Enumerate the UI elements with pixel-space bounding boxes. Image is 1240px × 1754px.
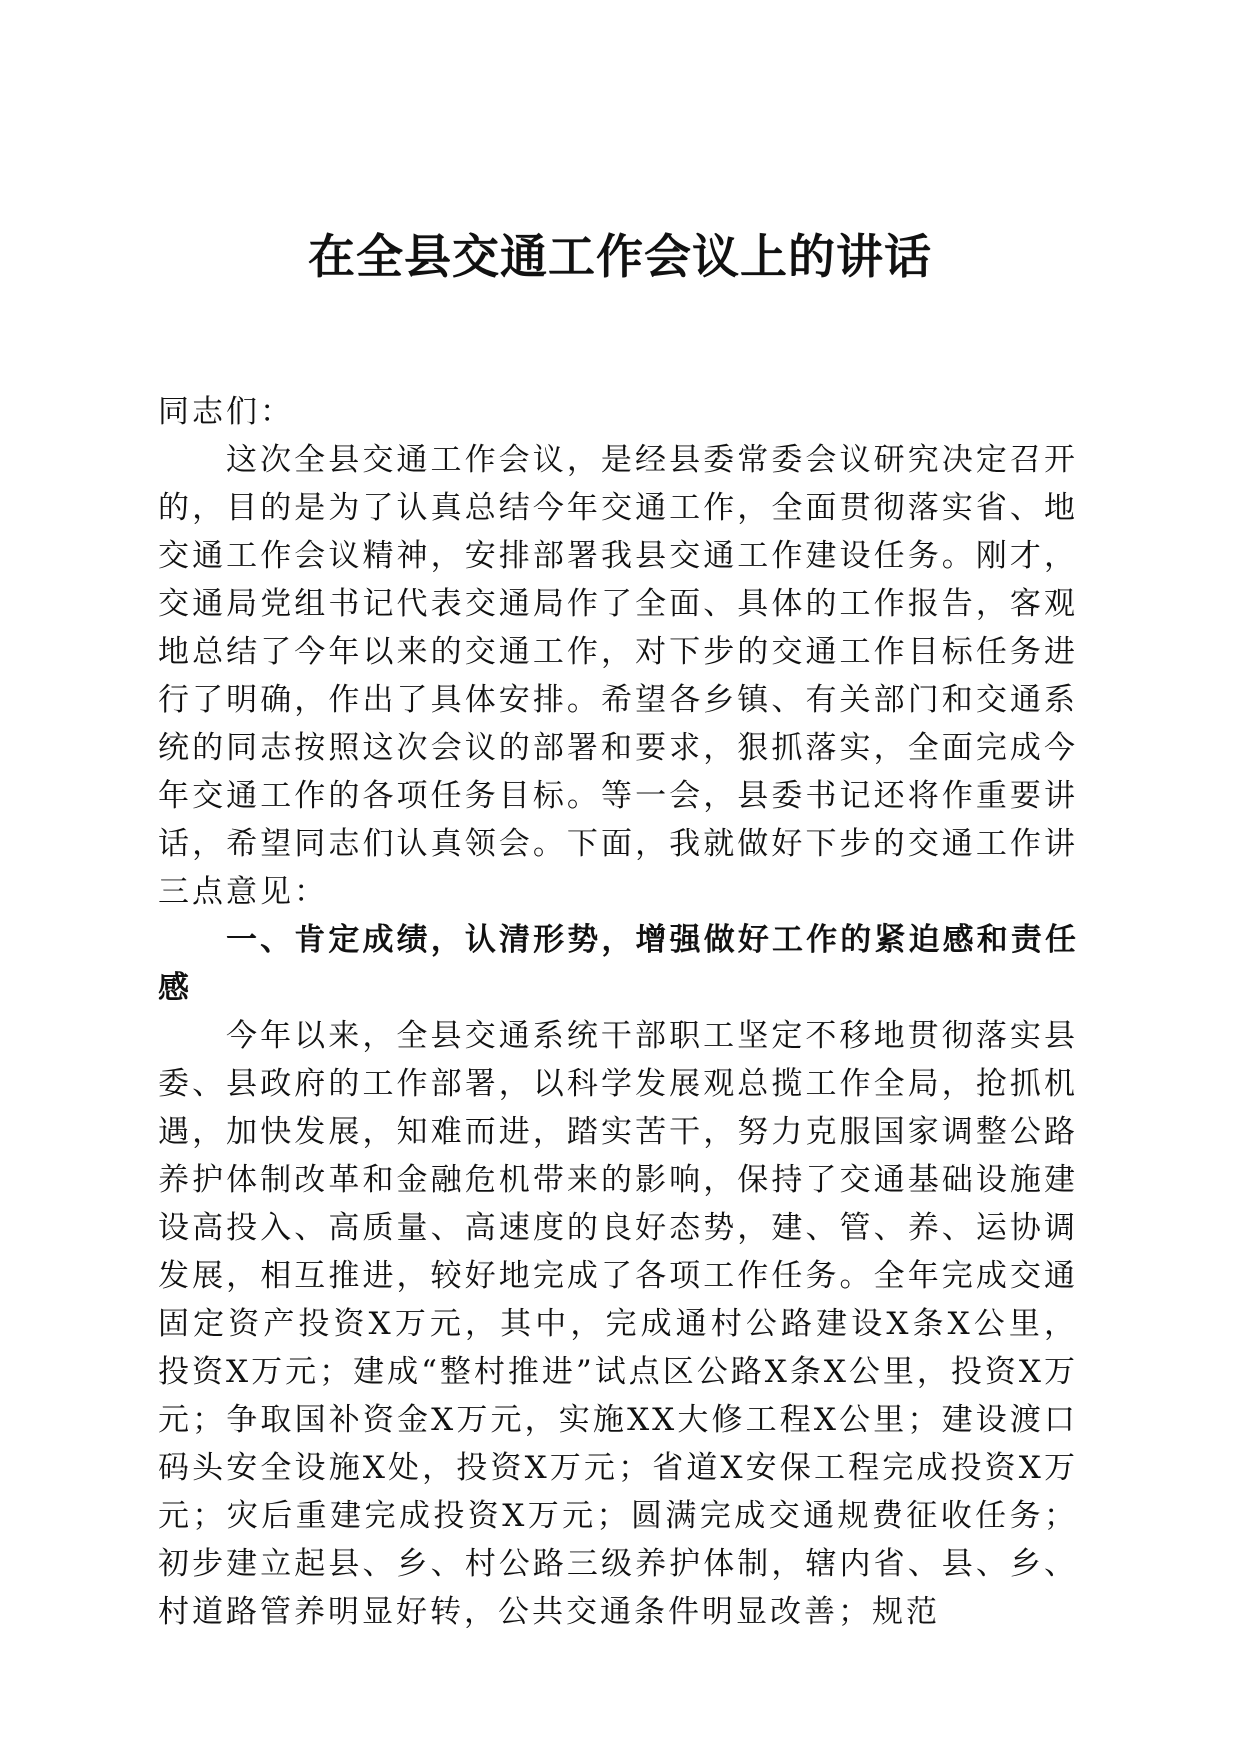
section-one-paragraph: 今年以来，全县交通系统干部职工坚定不移地贯彻落实县委、县政府的工作部署，以科学发展观总揽工作全局，抢抓机遇，加快发展，知难而进，踏实苦干，努力克服国家调整公路养护体制改革和金融危机带来的影响，保持了交通基础设施建设高投入、高质量、高速度的良好态势，建、管、养、运协调发展，相互推进，较好地完成了各项工作任务。全年完成交通固定资产投资X万元，其中，完成通村公路建设X条X公里，投资X万元；建成“整村推进”试点区公路X条X公里，投资X万元；争取国补资金X万元，实施XX大修工程X公里；建设渡口码头安全设施X处，投资X万元；省道X安保工程完成投资X万元；灾后重建完成投资X万元；圆满完成交通规费征收任务；初步建立起县、乡、村公路三级养护体制，辖内省、县、乡、村道路管养明显好转，公共交通条件明显改善；规范 (158, 1018, 1078, 1630)
document-body (158, 388, 1078, 1636)
intro-paragraph: 这次全县交通工作会议，是经县委常委会议研究决定召开的，目的是为了认真总结今年交通工作，全面贯彻落实省、地交通工作会议精神，安排部署我县交通工作建设任务。刚才，交通局党组书记代表交通局作了全面、具体的工作报告，客观地总结了今年以来的交通工作，对下步的交通工作目标任务进行了明确，作出了具体安排。希望各乡镇、有关部门和交通系统的同志按照这次会议的部署和要求，狠抓落实，全面完成今年交通工作的各项任务目标。等一会，县委书记还将作重要讲话，希望同志们认真领会。下面，我就做好下步的交通工作讲三点意见： (158, 442, 1078, 910)
salutation: 同志们： (158, 394, 294, 430)
section-one-heading: 一、肯定成绩，认清形势，增强做好工作的紧迫感和责任感 (158, 922, 1078, 1006)
document-title: 在全县交通工作会议上的讲话 (308, 230, 932, 285)
